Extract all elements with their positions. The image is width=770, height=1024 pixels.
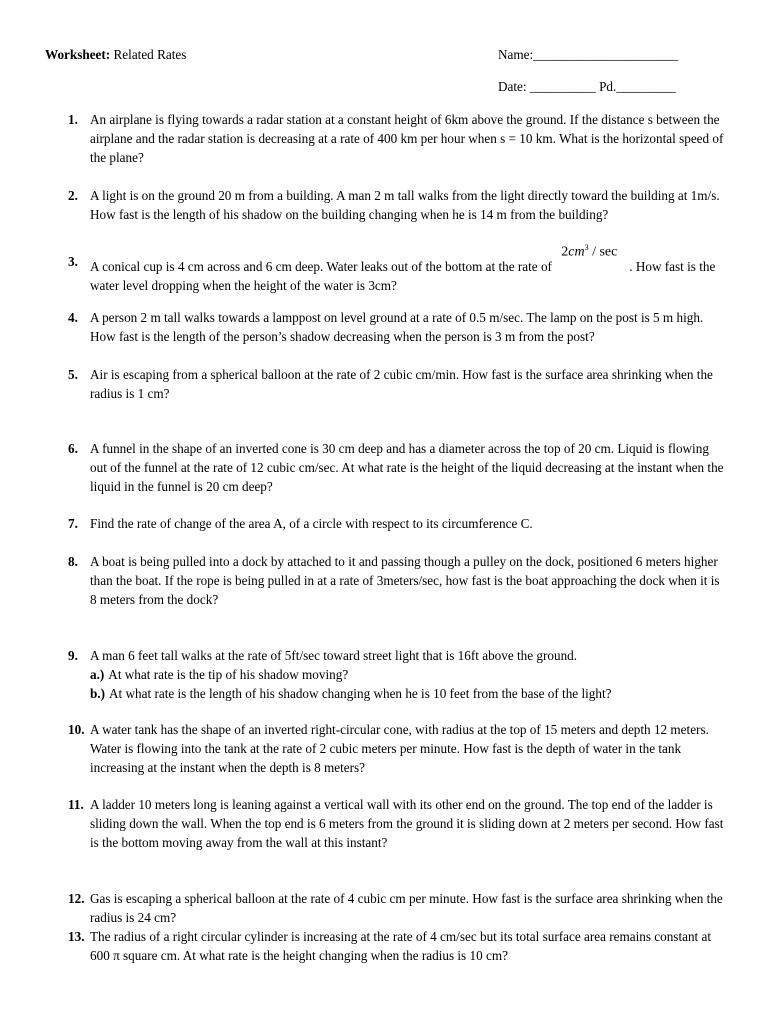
- question-12: [68, 889, 728, 927]
- question-10: [68, 720, 728, 778]
- question-number: 9.: [68, 648, 78, 663]
- question-number: 7.: [68, 516, 78, 531]
- question-2: [68, 186, 728, 224]
- question-number: 1.: [68, 112, 78, 127]
- question-text: A boat is being pulled into a dock by attached to it and passing though a pulley on the dock, positioned 6 meters higher than the boat. If the rope is being pulled in at a rate of 3meters/sec, how fast is the boat approaching the dock when it is 8 meters from the dock?: [90, 554, 720, 608]
- question-number: 4.: [68, 310, 78, 325]
- question-4: [68, 308, 728, 346]
- question-5: [68, 365, 728, 403]
- question-stem: A man 6 feet tall walks at the rate of 5ft/sec toward street light that is 16ft above the ground.: [90, 648, 578, 663]
- question-text: Gas is escaping a spherical balloon at the rate of 4 cubic cm per minute. How fast is the surface area shrinking when the radius is 24 cm?: [90, 891, 723, 926]
- question-9: [68, 646, 728, 704]
- question-text: [90, 243, 728, 295]
- question-text: A ladder 10 meters long is leaning against a vertical wall with its other end on the ground. The top end of the ladder is sliding down the wall. When the top end is 6 meters from the ground it is sliding down at 2 meters per second. How fast is the bottom moving away from the wall at this instant?: [90, 797, 724, 851]
- question-number: 3.: [68, 254, 78, 269]
- question-number: 13.: [68, 929, 85, 944]
- date-period-field: Date: __________ Pd._________: [498, 79, 676, 94]
- question-3: [68, 243, 728, 295]
- worksheet-label: Worksheet:: [45, 47, 111, 62]
- question-text: A funnel in the shape of an inverted cone is 30 cm deep and has a diameter across the top of 20 cm. Liquid is flowing out of the funnel at the rate of 12 cubic cm/sec. At what rate is the height of the liquid decreasing at the instant when the liquid in the funnel is 20 cm deep?: [90, 441, 724, 495]
- question-number: 10.: [68, 722, 85, 737]
- question-text: An airplane is flying towards a radar station at a constant height of 6km above the ground. If the distance s between the airplane and the radar station is decreasing at a rate of 400 km per hour when s = 10 km. What is the horizontal speed of the plane?: [90, 112, 724, 166]
- question-13: [68, 927, 728, 965]
- question-1: [68, 110, 728, 168]
- question-text: The radius of a right circular cylinder is increasing at the rate of 4 cm/sec but its total surface area remains constant at 600 π square cm. At what rate is the height changing when the radius is 10 cm?: [90, 929, 712, 964]
- question-number: 12.: [68, 891, 85, 906]
- question-number: 8.: [68, 554, 78, 569]
- question-text-part-b: . How fast is the water level dropping when the height of the water is 3cm?: [90, 259, 716, 294]
- rate-expression: $2cm^3$ / sec: [561, 243, 618, 260]
- question-11: [68, 795, 728, 853]
- name-field: Name:______________________: [498, 47, 679, 62]
- question-number: 2.: [68, 188, 78, 203]
- question-text: A water tank has the shape of an inverted right-circular cone, with radius at the top of 15 meters and depth 12 meters. Water is flowing into the tank at the rate of 2 cubic meters per minute. How fast is the depth of water in the tank increasing at the instant when the depth is 8 meters?: [90, 722, 709, 776]
- question-number: 5.: [68, 367, 78, 382]
- question-text: Air is escaping from a spherical balloon at the rate of 2 cubic cm/min. How fast is the surface area shrinking when the radius is 1 cm?: [90, 367, 713, 402]
- sub-question-a: a.) At what rate is the tip of his shadow moving?: [90, 667, 349, 683]
- question-text-part-a: A conical cup is 4 cm across and 6 cm deep. Water leaks out of the bottom at the rate of: [90, 259, 556, 274]
- question-text: A light is on the ground 20 m from a building. A man 2 m tall walks from the light directly toward the building at 1m/s. How fast is the length of his shadow on the building changing when he is 14 m from the building?: [90, 188, 720, 223]
- question-text: [90, 646, 728, 704]
- question-text: Find the rate of change of the area A, of a circle with respect to its circumference C.: [90, 516, 533, 531]
- question-number: 6.: [68, 441, 78, 456]
- question-6: [68, 439, 728, 497]
- question-number: 11.: [68, 797, 84, 812]
- worksheet-title: Related Rates: [113, 47, 187, 62]
- question-8: [68, 552, 728, 610]
- student-info: [498, 47, 748, 98]
- worksheet-heading: [45, 47, 186, 63]
- sub-question-b: b.) At what rate is the length of his shadow changing when he is 10 feet from the base of the light?: [90, 686, 612, 702]
- question-text: A person 2 m tall walks towards a lamppost on level ground at a rate of 0.5 m/sec. The lamp on the post is 5 m high. How fast is the length of the person’s shadow decreasing when the person is 3 m from the post?: [90, 310, 704, 345]
- question-7: [68, 514, 728, 533]
